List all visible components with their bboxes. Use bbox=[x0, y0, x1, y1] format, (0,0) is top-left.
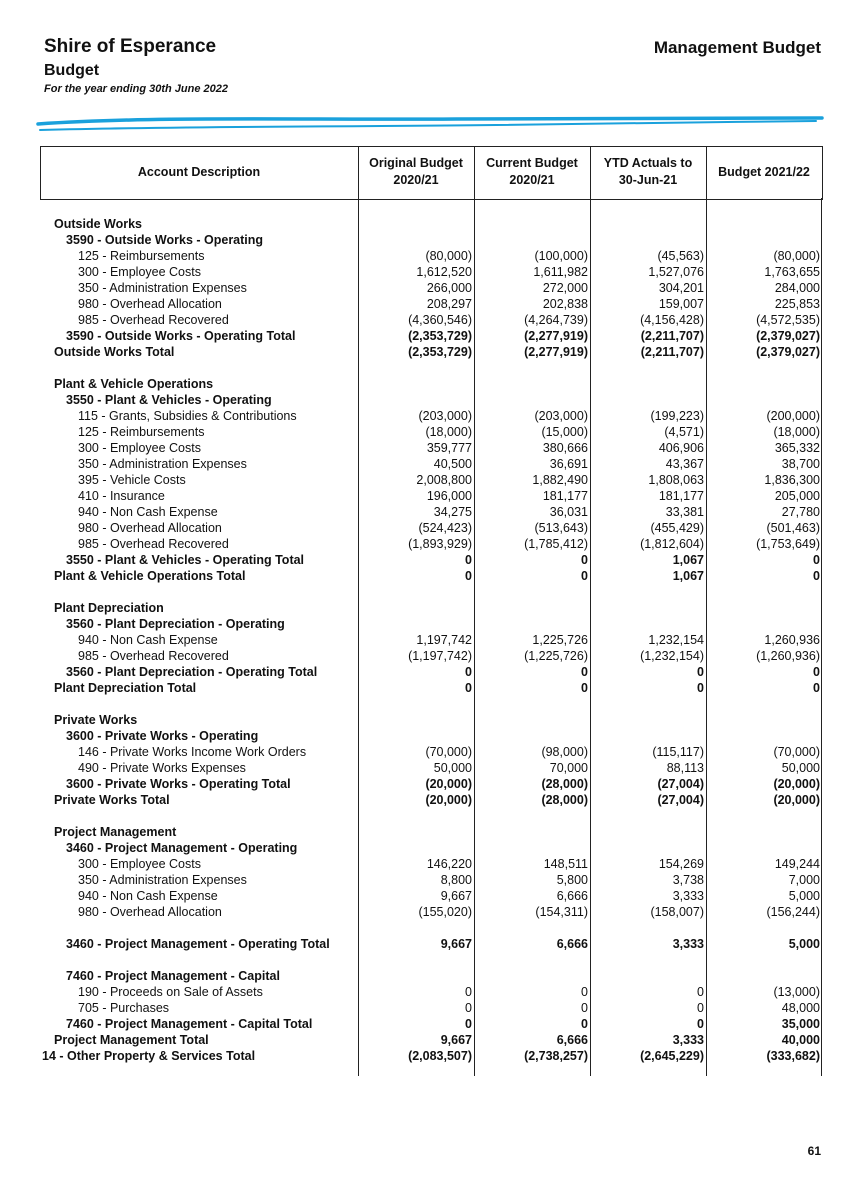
row-value: (200,000) bbox=[766, 409, 820, 423]
row-value: 27,780 bbox=[781, 505, 820, 519]
row-value: (98,000) bbox=[541, 745, 588, 759]
row-label: 3560 - Plant Depreciation - Operating Total bbox=[66, 665, 318, 679]
row-label: 3600 - Private Works - Operating Total bbox=[66, 777, 291, 791]
row-value: 1,836,300 bbox=[764, 473, 820, 487]
row-value: 5,800 bbox=[556, 873, 588, 887]
row-value: 0 bbox=[465, 1001, 472, 1015]
row-label: 980 - Overhead Allocation bbox=[78, 521, 222, 535]
row-value: (1,893,929) bbox=[408, 537, 472, 551]
row-label: Private Works Total bbox=[54, 793, 170, 807]
column-header-ytd-actuals: YTD Actuals to 30-Jun-21 bbox=[603, 156, 693, 187]
table-row bbox=[40, 312, 823, 328]
table-row bbox=[40, 568, 823, 584]
row-label: 3550 - Plant & Vehicles - Operating Total bbox=[66, 553, 305, 567]
table-row bbox=[40, 248, 823, 264]
table-row bbox=[40, 824, 823, 840]
row-value: 48,000 bbox=[781, 1001, 820, 1015]
table-row bbox=[40, 1000, 823, 1016]
row-value: (2,379,027) bbox=[756, 345, 820, 359]
row-value: 0 bbox=[813, 681, 820, 695]
table-row bbox=[40, 712, 823, 728]
row-value: (80,000) bbox=[773, 249, 820, 263]
page-number: 61 bbox=[807, 1144, 821, 1158]
table-row bbox=[40, 872, 823, 888]
document-type: Management Budget bbox=[653, 38, 821, 57]
row-label: 940 - Non Cash Expense bbox=[78, 505, 218, 519]
row-value: 1,611,982 bbox=[533, 265, 588, 279]
row-label: 300 - Employee Costs bbox=[78, 441, 201, 455]
row-label: 985 - Overhead Recovered bbox=[78, 537, 229, 551]
row-value: 1,067 bbox=[672, 553, 704, 567]
table-row bbox=[40, 856, 823, 872]
row-value: 0 bbox=[465, 569, 472, 583]
table-row bbox=[40, 280, 823, 296]
row-value: 266,000 bbox=[426, 281, 472, 295]
blank-row bbox=[40, 920, 823, 936]
row-value: 208,297 bbox=[426, 297, 472, 311]
row-label: Plant & Vehicle Operations Total bbox=[54, 569, 246, 583]
row-value: 34,275 bbox=[433, 505, 472, 519]
row-value: (199,223) bbox=[650, 409, 704, 423]
row-label: Private Works bbox=[54, 713, 138, 727]
row-label: 3560 - Plant Depreciation - Operating bbox=[66, 617, 285, 631]
row-value: 38,700 bbox=[781, 457, 820, 471]
row-value: 1,232,154 bbox=[648, 633, 704, 647]
document-subtitle: Budget bbox=[44, 62, 100, 79]
row-value: 0 bbox=[581, 1001, 588, 1015]
blank-row bbox=[40, 584, 823, 600]
row-value: 0 bbox=[581, 681, 588, 695]
row-value: (28,000) bbox=[541, 777, 588, 791]
row-value: 2,008,800 bbox=[416, 473, 472, 487]
row-value: 146,220 bbox=[426, 857, 472, 871]
row-value: 35,000 bbox=[781, 1017, 820, 1031]
row-value: 50,000 bbox=[433, 761, 472, 775]
row-value: (513,643) bbox=[534, 521, 588, 535]
table-row bbox=[40, 648, 823, 664]
row-label: 350 - Administration Expenses bbox=[78, 281, 247, 295]
row-value: 33,381 bbox=[665, 505, 704, 519]
row-value: (1,753,649) bbox=[756, 537, 820, 551]
row-value: 0 bbox=[465, 553, 472, 567]
row-value: 148,511 bbox=[543, 857, 588, 871]
row-value: 0 bbox=[697, 1017, 704, 1031]
row-value: 0 bbox=[813, 665, 820, 679]
row-value: (70,000) bbox=[773, 745, 820, 759]
row-value: 0 bbox=[465, 665, 472, 679]
table-row bbox=[40, 792, 823, 808]
row-value: (100,000) bbox=[534, 249, 588, 263]
row-value: 0 bbox=[697, 1001, 704, 1015]
row-label: 3550 - Plant & Vehicles - Operating bbox=[66, 393, 272, 407]
row-value: (70,000) bbox=[425, 745, 472, 759]
row-value: 1,197,742 bbox=[416, 633, 472, 647]
row-value: (2,353,729) bbox=[408, 329, 472, 343]
row-label: 300 - Employee Costs bbox=[78, 857, 201, 871]
row-value: 5,000 bbox=[788, 937, 820, 951]
row-label: Outside Works Total bbox=[54, 345, 175, 359]
table-row bbox=[40, 408, 823, 424]
row-value: (4,572,535) bbox=[756, 313, 820, 327]
table-row bbox=[40, 264, 823, 280]
table-row bbox=[40, 1032, 823, 1048]
table-row bbox=[40, 376, 823, 392]
header-divider bbox=[590, 146, 591, 198]
table-row bbox=[40, 424, 823, 440]
row-value: (45,563) bbox=[657, 249, 704, 263]
row-label: Plant Depreciation bbox=[54, 601, 164, 615]
row-value: 3,333 bbox=[672, 889, 704, 903]
table-row bbox=[40, 904, 823, 920]
row-value: 181,177 bbox=[658, 489, 704, 503]
table-row bbox=[40, 488, 823, 504]
row-label: 940 - Non Cash Expense bbox=[78, 633, 218, 647]
row-value: 5,000 bbox=[788, 889, 820, 903]
table-row bbox=[40, 744, 823, 760]
table-row bbox=[40, 392, 823, 408]
reporting-period: For the year ending 30th June 2022 bbox=[44, 83, 229, 95]
row-value: 40,000 bbox=[781, 1033, 820, 1047]
table-row bbox=[40, 344, 823, 360]
table-row bbox=[40, 840, 823, 856]
table-row bbox=[40, 936, 823, 952]
row-value: 1,763,655 bbox=[764, 265, 820, 279]
row-value: (2,211,707) bbox=[640, 329, 704, 343]
table-row bbox=[40, 440, 823, 456]
row-label: 395 - Vehicle Costs bbox=[78, 473, 186, 487]
column-header-budget-2021-22: Budget 2021/22 bbox=[718, 164, 810, 179]
row-label: 940 - Non Cash Expense bbox=[78, 889, 218, 903]
row-value: (13,000) bbox=[773, 985, 820, 999]
row-value: (18,000) bbox=[773, 425, 820, 439]
row-value: 0 bbox=[697, 985, 704, 999]
row-value: 196,000 bbox=[426, 489, 472, 503]
row-value: 3,333 bbox=[672, 1033, 704, 1047]
row-label: 7460 - Project Management - Capital Total bbox=[66, 1017, 313, 1031]
row-value: 154,269 bbox=[658, 857, 704, 871]
row-value: (2,379,027) bbox=[756, 329, 820, 343]
row-value: (20,000) bbox=[425, 777, 472, 791]
header-divider bbox=[358, 146, 359, 198]
table-row bbox=[40, 456, 823, 472]
row-value: (2,277,919) bbox=[524, 329, 588, 343]
column-header-account: Account Description bbox=[137, 164, 261, 179]
row-value: 380,666 bbox=[542, 441, 588, 455]
table-row bbox=[40, 552, 823, 568]
row-label: Outside Works bbox=[54, 217, 142, 231]
row-value: (156,244) bbox=[766, 905, 820, 919]
row-value: 6,666 bbox=[556, 1033, 588, 1047]
row-label: 146 - Private Works Income Work Orders bbox=[78, 745, 307, 759]
table-row bbox=[40, 520, 823, 536]
row-value: 0 bbox=[581, 1017, 588, 1031]
blank-row bbox=[40, 808, 823, 824]
row-value: 0 bbox=[465, 681, 472, 695]
row-value: (1,197,742) bbox=[408, 649, 472, 663]
table-row bbox=[40, 664, 823, 680]
table-row bbox=[40, 888, 823, 904]
row-value: 8,800 bbox=[440, 873, 472, 887]
blank-row bbox=[40, 952, 823, 968]
row-value: (27,004) bbox=[657, 777, 704, 791]
row-value: (158,007) bbox=[650, 905, 704, 919]
table-row bbox=[40, 1048, 823, 1064]
row-value: 304,201 bbox=[658, 281, 704, 295]
row-value: 202,838 bbox=[542, 297, 588, 311]
table-row bbox=[40, 680, 823, 696]
row-value: 1,612,520 bbox=[416, 265, 472, 279]
row-value: 1,260,936 bbox=[764, 633, 820, 647]
table-row bbox=[40, 216, 823, 232]
table-row bbox=[40, 600, 823, 616]
row-label: 705 - Purchases bbox=[78, 1001, 170, 1015]
row-value: 1,527,076 bbox=[648, 265, 704, 279]
row-label: 410 - Insurance bbox=[78, 489, 165, 503]
row-value: (15,000) bbox=[541, 425, 588, 439]
row-value: 359,777 bbox=[426, 441, 472, 455]
row-value: 0 bbox=[465, 1017, 472, 1031]
row-value: (1,225,726) bbox=[524, 649, 588, 663]
row-value: (2,083,507) bbox=[408, 1049, 472, 1063]
row-value: (4,264,739) bbox=[524, 313, 588, 327]
table-row bbox=[40, 328, 823, 344]
row-value: 50,000 bbox=[781, 761, 820, 775]
header-divider bbox=[474, 146, 475, 198]
row-value: 0 bbox=[581, 553, 588, 567]
row-value: (20,000) bbox=[773, 777, 820, 791]
row-value: (1,232,154) bbox=[640, 649, 704, 663]
blank-row bbox=[40, 696, 823, 712]
row-value: (2,277,919) bbox=[524, 345, 588, 359]
row-value: 1,808,063 bbox=[648, 473, 704, 487]
table-row bbox=[40, 616, 823, 632]
row-value: 205,000 bbox=[774, 489, 820, 503]
row-label: 980 - Overhead Allocation bbox=[78, 297, 222, 311]
table-row bbox=[40, 728, 823, 744]
row-value: 0 bbox=[581, 985, 588, 999]
row-value: (455,429) bbox=[650, 521, 704, 535]
row-value: 36,691 bbox=[549, 457, 588, 471]
row-value: (1,785,412) bbox=[524, 537, 588, 551]
row-value: (155,020) bbox=[418, 905, 472, 919]
row-value: 7,000 bbox=[788, 873, 820, 887]
row-value: (18,000) bbox=[425, 425, 472, 439]
row-value: 3,738 bbox=[672, 873, 704, 887]
row-value: 6,666 bbox=[556, 937, 588, 951]
header-divider bbox=[706, 146, 707, 198]
row-value: 9,667 bbox=[440, 889, 472, 903]
table-row bbox=[40, 296, 823, 312]
budget-table bbox=[40, 146, 823, 1076]
row-value: (4,571) bbox=[664, 425, 704, 439]
row-label: 3590 - Outside Works - Operating Total bbox=[66, 329, 296, 343]
row-value: 365,332 bbox=[774, 441, 820, 455]
row-label: 125 - Reimbursements bbox=[78, 425, 205, 439]
row-value: 1,225,726 bbox=[532, 633, 588, 647]
row-value: 0 bbox=[581, 665, 588, 679]
column-header-current-budget: Current Budget 2020/21 bbox=[486, 156, 578, 187]
row-label: 985 - Overhead Recovered bbox=[78, 313, 229, 327]
decorative-brush-stroke bbox=[36, 110, 826, 140]
row-value: (2,353,729) bbox=[408, 345, 472, 359]
blank-row bbox=[40, 360, 823, 376]
row-value: 181,177 bbox=[542, 489, 588, 503]
row-value: (20,000) bbox=[425, 793, 472, 807]
row-value: 70,000 bbox=[549, 761, 588, 775]
row-label: Project Management bbox=[54, 825, 177, 839]
row-label: Plant & Vehicle Operations bbox=[54, 377, 214, 391]
table-row bbox=[40, 1016, 823, 1032]
row-value: 149,244 bbox=[774, 857, 820, 871]
row-value: 272,000 bbox=[542, 281, 588, 295]
row-label: 190 - Proceeds on Sale of Assets bbox=[78, 985, 263, 999]
row-value: 88,113 bbox=[666, 761, 704, 775]
row-value: (2,211,707) bbox=[640, 345, 704, 359]
row-label: 3600 - Private Works - Operating bbox=[66, 729, 259, 743]
row-value: (501,463) bbox=[766, 521, 820, 535]
row-label: 980 - Overhead Allocation bbox=[78, 905, 222, 919]
row-label: 14 - Other Property & Services Total bbox=[42, 1049, 256, 1063]
row-value: 43,367 bbox=[665, 457, 704, 471]
row-value: (27,004) bbox=[657, 793, 704, 807]
row-label: 125 - Reimbursements bbox=[78, 249, 205, 263]
row-label: 300 - Employee Costs bbox=[78, 265, 201, 279]
row-value: 1,067 bbox=[672, 569, 704, 583]
row-value: (4,156,428) bbox=[640, 313, 704, 327]
row-value: 284,000 bbox=[774, 281, 820, 295]
row-value: 0 bbox=[465, 985, 472, 999]
row-label: 3460 - Project Management - Operating Total bbox=[66, 937, 330, 951]
row-value: 9,667 bbox=[440, 1033, 472, 1047]
row-value: 36,031 bbox=[549, 505, 588, 519]
row-value: (1,260,936) bbox=[756, 649, 820, 663]
row-value: 0 bbox=[813, 569, 820, 583]
row-value: (4,360,546) bbox=[408, 313, 472, 327]
table-body bbox=[40, 216, 823, 1064]
table-row bbox=[40, 968, 823, 984]
row-value: (333,682) bbox=[766, 1049, 820, 1063]
row-value: (80,000) bbox=[425, 249, 472, 263]
row-value: 0 bbox=[697, 665, 704, 679]
row-value: (115,117) bbox=[652, 745, 704, 759]
row-label: 985 - Overhead Recovered bbox=[78, 649, 229, 663]
table-row bbox=[40, 984, 823, 1000]
row-label: 3460 - Project Management - Operating bbox=[66, 841, 298, 855]
row-value: 159,007 bbox=[658, 297, 704, 311]
row-label: Plant Depreciation Total bbox=[54, 681, 197, 695]
row-value: 6,666 bbox=[556, 889, 588, 903]
row-value: 406,906 bbox=[658, 441, 704, 455]
table-row bbox=[40, 504, 823, 520]
row-value: (2,645,229) bbox=[640, 1049, 704, 1063]
row-label: Project Management Total bbox=[54, 1033, 209, 1047]
table-row bbox=[40, 232, 823, 248]
table-row bbox=[40, 760, 823, 776]
row-value: 9,667 bbox=[440, 937, 472, 951]
column-header-original-budget: Original Budget 2020/21 bbox=[369, 156, 463, 187]
table-row bbox=[40, 472, 823, 488]
row-value: 1,882,490 bbox=[532, 473, 588, 487]
row-value: (20,000) bbox=[773, 793, 820, 807]
row-value: (1,812,604) bbox=[640, 537, 704, 551]
row-value: (524,423) bbox=[418, 521, 472, 535]
table-row bbox=[40, 536, 823, 552]
row-value: 3,333 bbox=[672, 937, 704, 951]
row-label: 490 - Private Works Expenses bbox=[78, 761, 246, 775]
row-value: (154,311) bbox=[535, 905, 588, 919]
row-value: (2,738,257) bbox=[524, 1049, 588, 1063]
row-value: 0 bbox=[581, 569, 588, 583]
table-row bbox=[40, 776, 823, 792]
row-label: 350 - Administration Expenses bbox=[78, 873, 247, 887]
row-value: (28,000) bbox=[541, 793, 588, 807]
row-value: 0 bbox=[697, 681, 704, 695]
row-label: 350 - Administration Expenses bbox=[78, 457, 247, 471]
row-value: (203,000) bbox=[534, 409, 588, 423]
row-label: 7460 - Project Management - Capital bbox=[66, 969, 280, 983]
row-value: 225,853 bbox=[774, 297, 820, 311]
row-label: 3590 - Outside Works - Operating bbox=[66, 233, 264, 247]
row-value: 0 bbox=[813, 553, 820, 567]
row-value: 40,500 bbox=[433, 457, 472, 471]
org-name: Shire of Esperance bbox=[44, 36, 217, 57]
row-value: (203,000) bbox=[418, 409, 472, 423]
table-row bbox=[40, 632, 823, 648]
row-label: 115 - Grants, Subsidies & Contributions bbox=[78, 409, 297, 423]
